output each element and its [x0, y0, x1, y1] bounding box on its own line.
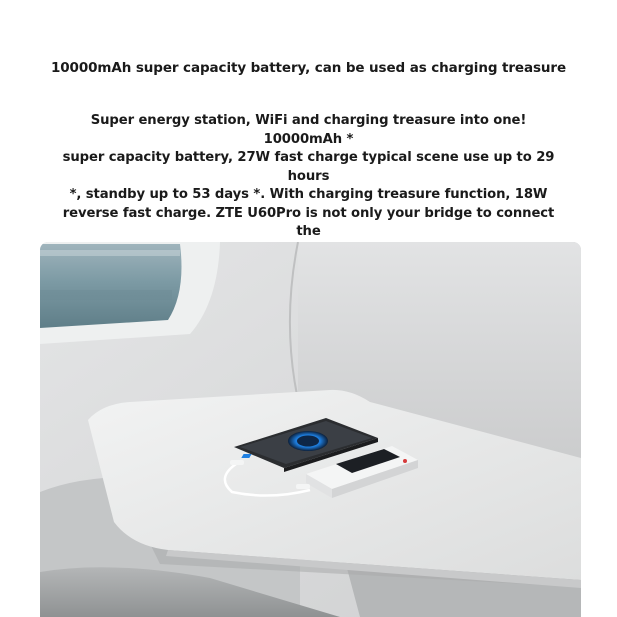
body-line: super capacity battery, 27W fast charge typical scene use up to 29 hours [62, 150, 555, 184]
window [40, 244, 182, 328]
product-photo [40, 242, 581, 617]
headline: 10000mAh super capacity battery, can be used as charging treasure [50, 60, 567, 76]
body-copy [52, 112, 565, 260]
body-line: reverse fast charge. ZTE U60Pro is not only your bridge to connect the [62, 205, 555, 239]
body-line: *, standby up to 53 days *. With charging treasure function, 18W [69, 187, 548, 202]
body-line: Super energy station, WiFi and charging treasure into one! 10000mAh * [90, 113, 527, 147]
